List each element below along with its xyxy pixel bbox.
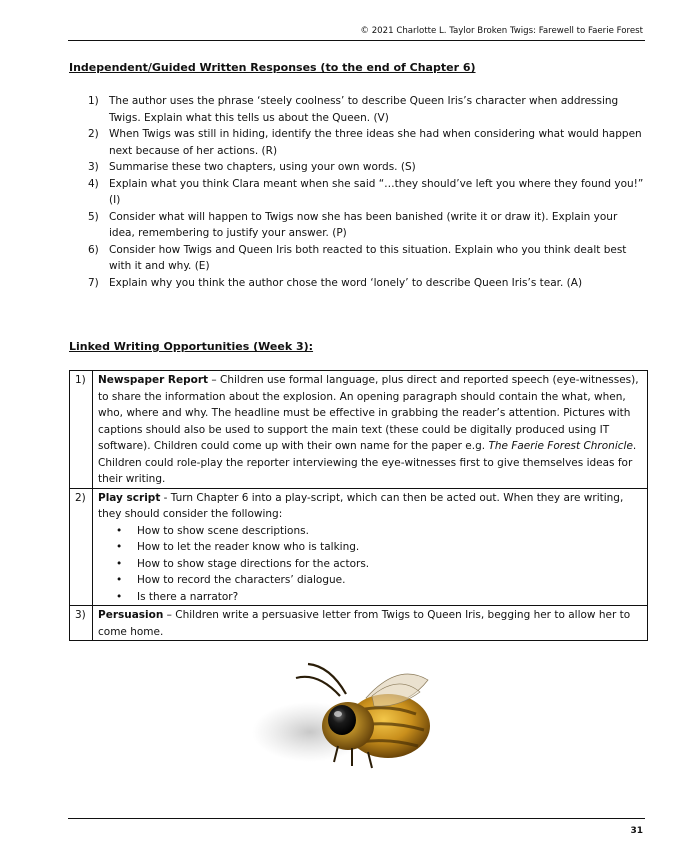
bullet-list xyxy=(98,523,642,606)
bullet-icon: • xyxy=(116,557,123,570)
question-number: 6) xyxy=(88,243,99,256)
list-item-text: How to record the characters’ dialogue. xyxy=(137,574,346,586)
list-item xyxy=(116,539,642,556)
question-item xyxy=(88,209,644,242)
question-item xyxy=(88,93,644,126)
list-item xyxy=(116,589,642,606)
bullet-icon: • xyxy=(116,574,123,586)
row-title: Persuasion xyxy=(98,609,164,621)
header-rule xyxy=(68,40,645,41)
table-row xyxy=(70,606,648,641)
question-list xyxy=(88,93,644,291)
row-number: 3) xyxy=(70,606,93,641)
bee-illustration xyxy=(248,660,448,780)
bullet-icon: • xyxy=(116,524,123,537)
row-content xyxy=(93,371,648,489)
row-content xyxy=(93,606,648,641)
list-item xyxy=(116,556,642,573)
question-item xyxy=(88,176,644,209)
question-item xyxy=(88,126,644,159)
page-header: © 2021 Charlotte L. Taylor Broken Twigs: Farewell to Faerie Forest xyxy=(360,26,643,36)
question-text: Consider how Twigs and Queen Iris both reacted to this situation. Explain who you think dealt best with it and why. (E) xyxy=(109,243,627,272)
list-item xyxy=(116,572,642,589)
row-text: – Children use formal language, plus direct and reported speech (eye-witnesses), to share the information about the explosion. An opening paragraph should contain the what, when, who, where and why. The headline must be effective in grabbing the reader’s attention. Pictures with captions should also be used to support the main text (these could be digitally produced using IT software). Children could come up with their own name for the paper e.g. xyxy=(98,374,639,452)
row-title: Play script xyxy=(98,491,161,504)
table-row xyxy=(70,488,648,606)
row-number: 1) xyxy=(70,371,93,489)
list-item-text: How to let the reader know who is talking. xyxy=(137,541,360,553)
question-number: 4) xyxy=(88,177,99,190)
footer-rule xyxy=(68,818,645,819)
question-text: The author uses the phrase ‘steely coolness’ to describe Queen Iris’s character when addressing Twigs. Explain what this tells us about the Queen. (V) xyxy=(109,95,619,124)
table-row xyxy=(70,371,648,489)
question-item xyxy=(88,242,644,275)
row-text: – Children write a persuasive letter from Twigs to Queen Iris, begging her to allow her to come home. xyxy=(98,609,631,638)
question-number: 5) xyxy=(88,210,99,223)
bullet-icon: • xyxy=(116,541,123,553)
row-text: . Children could role-play the reporter interviewing the eye-witnesses first to give themselves ideas for their writing. xyxy=(98,440,637,485)
section-heading-written-responses: Independent/Guided Written Responses (to the end of Chapter 6) xyxy=(69,61,476,74)
list-item xyxy=(116,523,642,540)
question-item xyxy=(88,159,644,176)
question-number: 2) xyxy=(88,128,99,140)
question-number: 3) xyxy=(88,161,99,173)
list-item-text: How to show scene descriptions. xyxy=(137,524,309,537)
list-item-text: How to show stage directions for the actors. xyxy=(137,557,370,570)
row-content xyxy=(93,488,648,606)
row-text: - Turn Chapter 6 into a play-script, which can then be acted out. When they are writing, they should consider the following: xyxy=(98,491,624,520)
question-number: 1) xyxy=(88,95,99,107)
row-number: 2) xyxy=(70,488,93,606)
question-text: Summarise these two chapters, using your own words. (S) xyxy=(109,161,416,173)
question-text: Explain what you think Clara meant when she said “…they should’ve left you where they found you!” (I) xyxy=(109,177,644,206)
writing-opportunities-table xyxy=(69,370,648,641)
row-italic-text: The Faerie Forest Chronicle xyxy=(488,440,633,452)
page-number: 31 xyxy=(630,826,643,836)
list-item-text: Is there a narrator? xyxy=(137,590,239,603)
question-item xyxy=(88,275,644,292)
bullet-icon: • xyxy=(116,590,123,603)
question-number: 7) xyxy=(88,276,99,289)
section-heading-linked-writing: Linked Writing Opportunities (Week 3): xyxy=(69,340,314,353)
question-text: Explain why you think the author chose the word ‘lonely’ to describe Queen Iris’s tear. (A) xyxy=(109,276,583,289)
question-text: When Twigs was still in hiding, identify the three ideas she had when considering what would happen next because of her actions. (R) xyxy=(109,128,642,157)
row-title: Newspaper Report xyxy=(98,374,209,386)
question-text: Consider what will happen to Twigs now she has been banished (write it or draw it). Explain your idea, remembering to justify your answer. (P) xyxy=(109,210,618,239)
